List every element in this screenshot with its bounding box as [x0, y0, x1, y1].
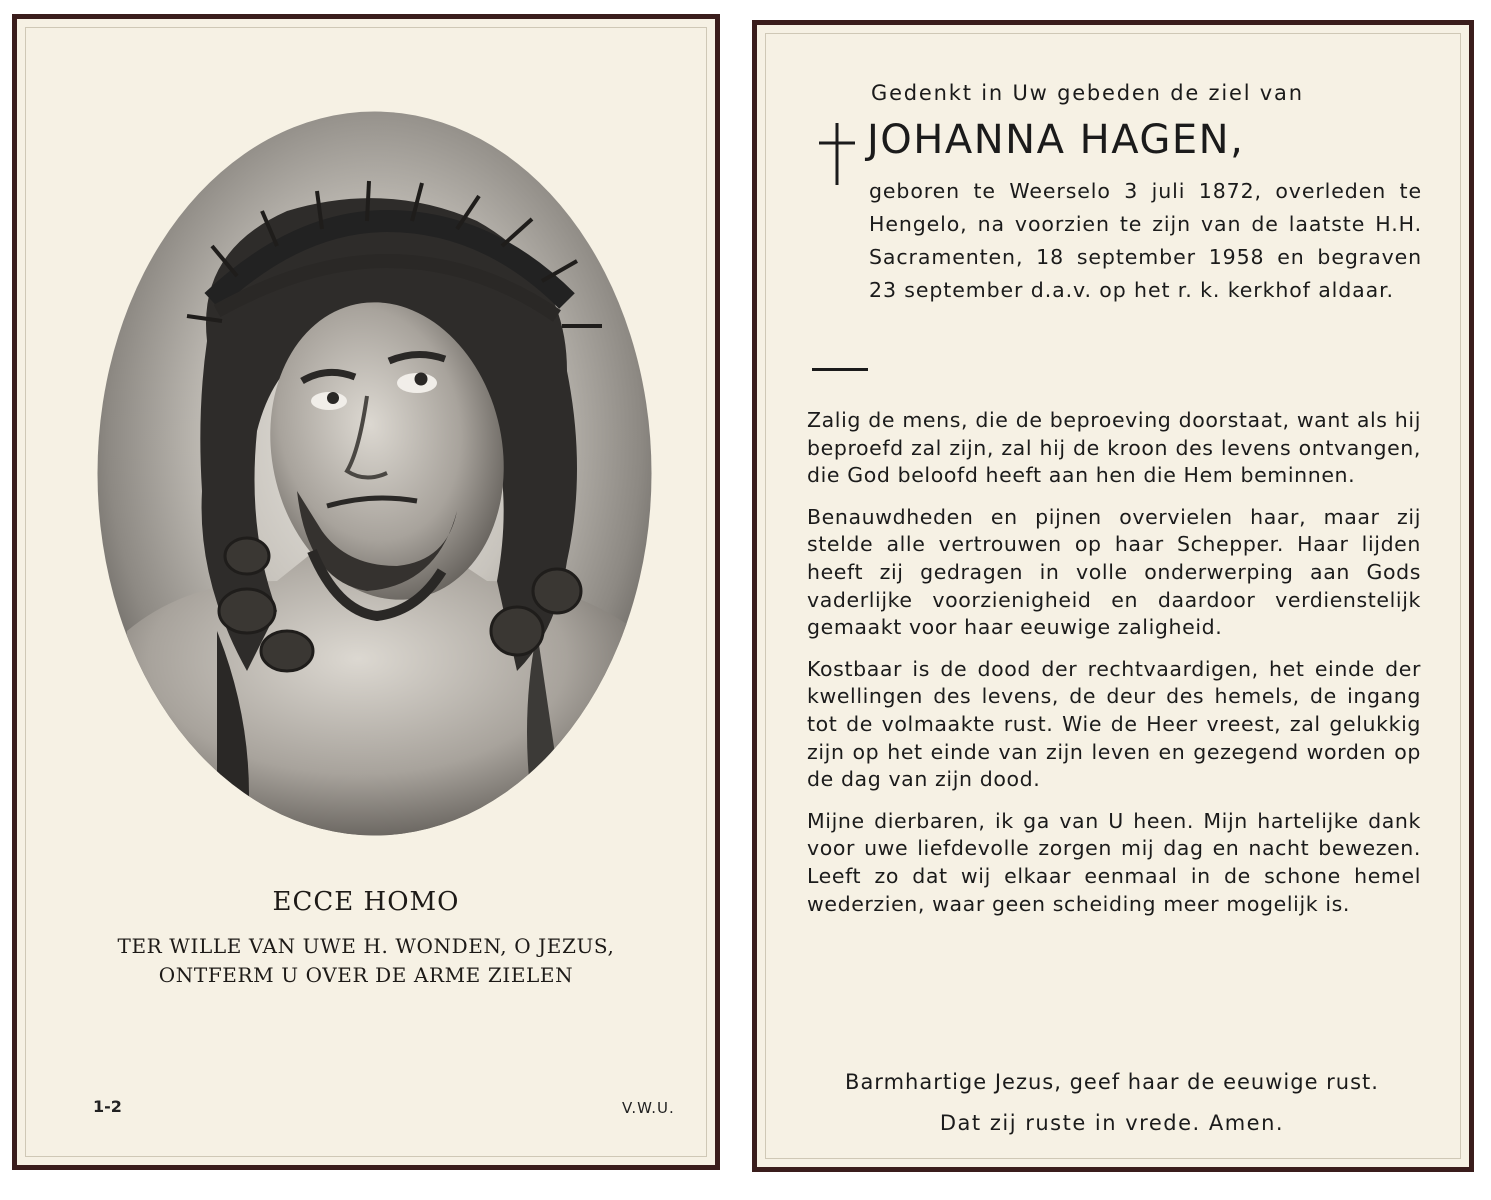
verse-paragraph: Mijne dierbaren, ik ga van U heen. Mijn hartelijke dank voor uwe liefdevolle zorgen mij dag en nacht bewezen. Leeft zo dat wij elkaar eenmaal in de schone hemel wederzien, waar geen scheiding meer mogelijk is. [807, 808, 1421, 916]
verse-paragraph: Zalig de mens, die de beproeving doorstaat, want als hij beproefd zal zijn, zal hij de kroon des levens ontvangen, die God beloofd heeft aan hen die Hem beminnen. [807, 408, 1421, 488]
cross-icon [817, 121, 857, 187]
print-code: 1-2 [93, 1097, 122, 1116]
memorial-card-front [12, 14, 720, 1170]
prayer-line-2: ONTFERM U OVER DE ARME ZIELEN [158, 963, 574, 987]
image-title: ECCE HOMO [272, 887, 460, 917]
publisher-mark: V.W.U. [622, 1099, 675, 1117]
deceased-name: JOHANNA HAGEN, [867, 117, 1245, 163]
intro-line: Gedenkt in Uw gebeden de ziel van [871, 81, 1304, 105]
divider [812, 368, 868, 371]
prayer-line-1: TER WILLE VAN UWE H. WONDEN, O JEZUS, [117, 934, 615, 958]
memorial-card-back [752, 20, 1474, 1172]
ecce-homo-portrait [97, 111, 652, 836]
closing-amen: Dat zij ruste in vrede. Amen. [939, 1111, 1285, 1135]
verse-paragraph: Benauwdheden en pijnen overvielen haar, maar zij stelde alle vertrouwen op haar Schepper. Haar lijden heeft zij gedragen in volle onderwerping aan Gods vaderlijke voorzienigheid en daardoor verdienstelijk gemaakt voor haar eeuwige zaligheid. [807, 504, 1421, 640]
closing-prayer: Barmhartige Jezus, geef haar de eeuwige rust. [845, 1070, 1379, 1094]
life-details: geboren te Weerselo 3 juli 1872, overleden te Hengelo, na voorzien te zijn van de laatste H.H. Sacramenten, 18 september 1958 en begraven 23 september d.a.v. op het r. k. kerkhof aldaar. [869, 179, 1422, 302]
verses-block [807, 407, 1421, 932]
verse-paragraph: Kostbaar is de dood der rechtvaardigen, het einde der kwellingen des levens, de deur des hemels, de ingang tot de volmaakte rust. Wie de Heer vreest, zal gelukkig zijn op het einde van zijn leven en gezegend worden op de dag van zijn dood. [807, 656, 1421, 792]
